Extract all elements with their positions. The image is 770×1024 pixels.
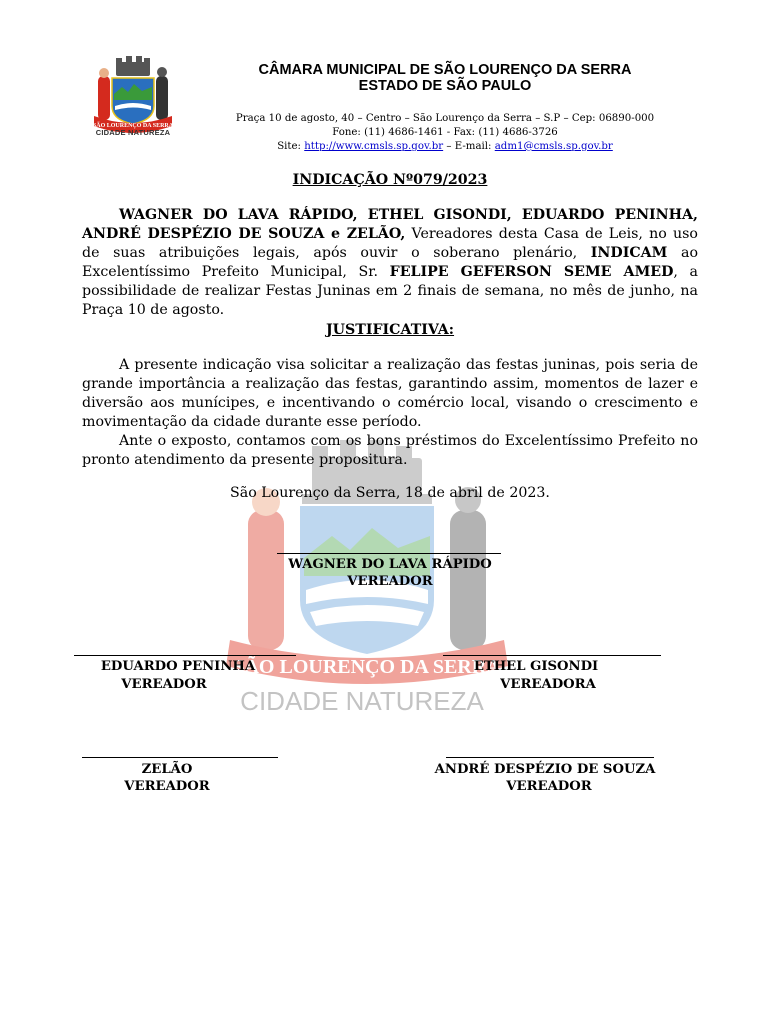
watermark-caption: CIDADE NATUREZA [240, 686, 484, 716]
crest-ribbon-text: SÃO LOURENÇO DA SERRA [92, 123, 174, 129]
intro-text-3: , a possibilidade de realizar Festas Juninas em 2 finais de semana, no mês de junho, na Praça 10 de agosto. [82, 264, 698, 318]
signature-role-ethel: VEREADORA [500, 677, 596, 692]
councilors-names: WAGNER DO LAVA RÁPIDO, ETHEL GISONDI, EDUARDO PENINHA, ANDRÉ DESPÉZIO DE SOUZA e ZELÃO, [82, 207, 698, 242]
signature-line-zelao [82, 757, 278, 758]
watermark-ribbon-text: SÃO LOURENÇO DA SERRA [233, 656, 501, 678]
email-link[interactable]: adm1@cmsls.sp.gov.br [494, 141, 613, 152]
crest-figure-right [156, 67, 168, 120]
document-title: INDICAÇÃO Nº079/2023 [292, 172, 488, 188]
justification-paragraph-1: A presente indicação visa solicitar a realização das festas juninas, pois seria de grande importância a realização das festas, garantindo assim, momentos de lazer e diversão aos munícipes, e incentivando o comércio local, visando o crescimento e movimentação da cidade durante esse período. [82, 357, 698, 430]
justification-paragraph-2: Ante o exposto, contamos com os bons préstimos do Excelentíssimo Prefeito no pronto atendimento da presente propositura. [82, 433, 698, 468]
header-contact [200, 112, 690, 154]
signature-line-eduardo [74, 655, 296, 656]
header-phones: Fone: (11) 4686-1461 - Fax: (11) 4686-3726 [332, 127, 558, 138]
header-address: Praça 10 de agosto, 40 – Centro – São Lourenço da Serra – S.P – Cep: 06890-000 [235, 113, 655, 124]
signature-role-zelao: VEREADOR [124, 779, 210, 794]
intro-text-1: Vereadores desta Casa de Leis, no uso de suas atribuições legais, após ouvir o soberano plenário, [82, 226, 698, 261]
signature-name-wagner: WAGNER DO LAVA RÁPIDO [288, 557, 492, 572]
intro-paragraph [82, 206, 698, 320]
site-link[interactable]: http://www.cmsls.sp.gov.br [304, 141, 444, 152]
email-separator: – E-mail: [446, 141, 492, 152]
header-site-email [200, 140, 690, 154]
justification-title: JUSTIFICATIVA: [325, 322, 455, 338]
header-title [200, 62, 690, 94]
signature-line-wagner [277, 553, 501, 554]
crest-shield [112, 78, 154, 124]
signature-role-wagner: VEREADOR [347, 574, 433, 589]
signature-role-eduardo: VEREADOR [121, 677, 207, 692]
site-label: Site: [277, 141, 301, 152]
signature-name-andre: ANDRÉ DESPÉZIO DE SOUZA [434, 762, 656, 777]
mayor-name: FELIPE GEFERSON SEME AMED [389, 264, 674, 280]
crest-figure-left [98, 68, 110, 120]
crest-crown [116, 56, 150, 76]
signature-name-zelao: ZELÃO [141, 762, 193, 777]
indicam-word: INDICAM [590, 245, 668, 261]
logo-caption: CIDADE NATUREZA [95, 128, 171, 137]
intro-text-2: ao Excelentíssimo Prefeito Municipal, Sr. [82, 245, 699, 280]
header-title-line1: CÂMARA MUNICIPAL DE SÃO LOURENÇO DA SERRA [258, 62, 632, 78]
signature-role-andre: VEREADOR [506, 779, 592, 794]
header-title-line2: ESTADO DE SÃO PAULO [358, 78, 532, 94]
signature-name-eduardo: EDUARDO PENINHA [100, 659, 256, 674]
signature-line-andre [446, 757, 654, 758]
signature-line-ethel [443, 655, 661, 656]
date-line: São Lourenço da Serra, 18 de abril de 2023. [230, 485, 550, 501]
signature-name-ethel: ETHEL GISONDI [473, 659, 599, 674]
